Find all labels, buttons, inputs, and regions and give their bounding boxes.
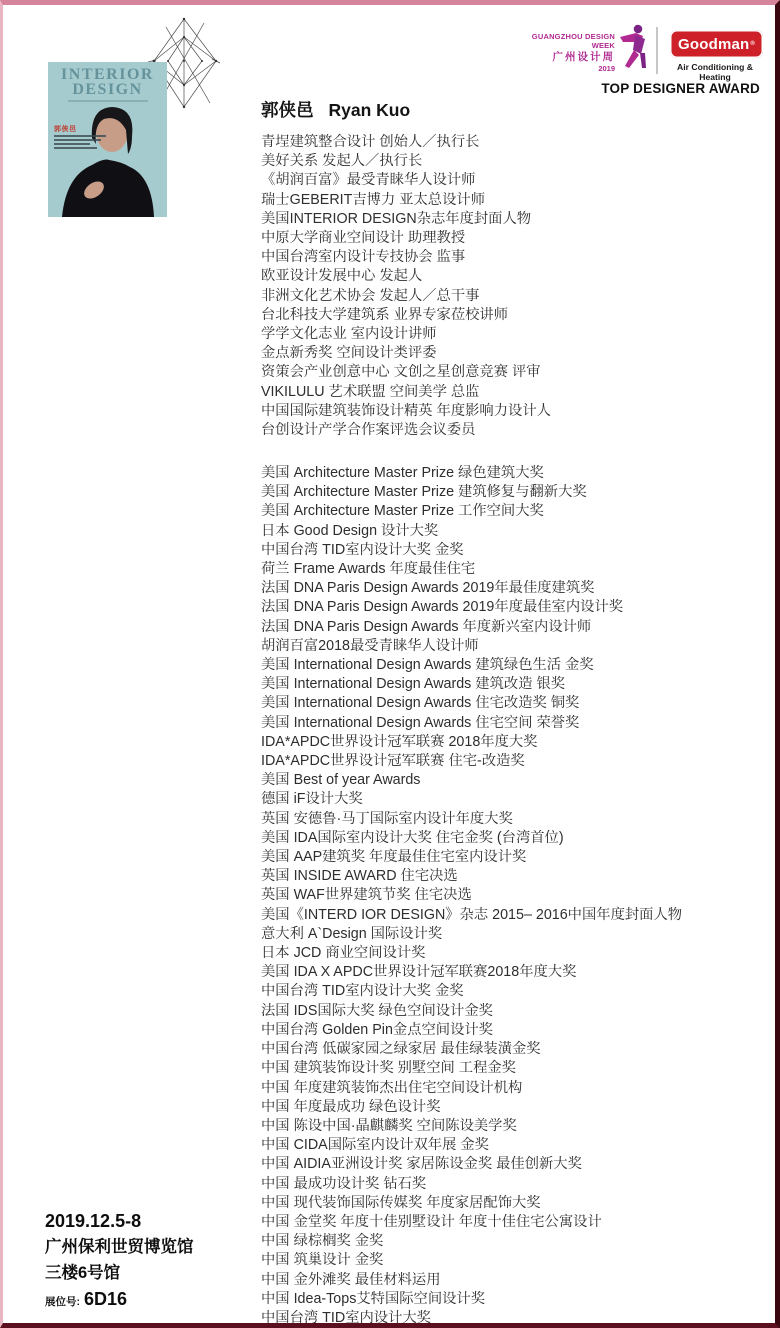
award-line: 法国 DNA Paris Design Awards 2019年最佳度建筑奖: [261, 580, 595, 597]
award-line: 法国 DNA Paris Design Awards 年度新兴室内设计师: [261, 618, 592, 635]
award-line: 英国 安德鲁·马丁国际室内设计年度大奖: [261, 810, 513, 827]
goodman-brand: Goodman: [677, 35, 750, 53]
award-line: 美国 Best of year Awards: [261, 772, 421, 789]
magazine-cover: [48, 62, 167, 217]
title-line: 非洲文化艺术协会 发起人／总干事: [261, 287, 480, 304]
gdw-name-cn: 广州设计周: [552, 51, 615, 63]
designer-name-cn: 郭侠邑: [261, 100, 314, 120]
award-line: 美国 IDA国际室内设计大奖 住宅金奖 (台湾首位): [261, 829, 564, 846]
award-line: 中国 最成功设计奖 钻石奖: [261, 1175, 427, 1192]
award-line: 美国 AAP建筑奖 年度最佳住宅室内设计奖: [261, 849, 527, 866]
award-line: 中国 绿棕榈奖 金奖: [261, 1233, 384, 1250]
award-line: 日本 JCD 商业空间设计奖: [261, 945, 426, 962]
title-line: 台创设计产学合作案评选会议委员: [261, 422, 476, 439]
award-line: IDA*APDC世界设计冠军联赛 住宅-改造奖: [261, 753, 525, 770]
title-line: 瑞士GEBERIT吉博力 亚太总设计师: [261, 191, 485, 208]
booth-number: 6D16: [84, 1289, 128, 1309]
event-booth: [45, 1286, 194, 1315]
award-line: 德国 iF设计大奖: [261, 791, 363, 808]
award-line: 中国台湾 Golden Pin金点空间设计奖: [261, 1021, 493, 1038]
award-line: 胡润百富2018最受青睐华人设计师: [261, 637, 479, 654]
event-dates: 2019.12.5-8: [45, 1211, 142, 1231]
gdw-name-en: GUANGZHOU DESIGN WEEK: [531, 32, 615, 50]
header-divider: [656, 27, 658, 74]
gdw-year: 2019: [598, 64, 615, 73]
registered-mark: ®: [750, 41, 756, 47]
gdw-runner-icon: [619, 24, 649, 70]
awards-list: [261, 464, 682, 1328]
title-line: 台北科技大学建筑系 业界专家莅校讲师: [261, 306, 509, 323]
award-line: 美国 International Design Awards 住宅改造奖 铜奖: [261, 695, 580, 712]
title-line: 《胡润百富》最受青睐华人设计师: [261, 172, 476, 189]
award-line: 意大利 A`Design 国际设计奖: [261, 925, 443, 942]
award-line: 中国 筑巢设计 金奖: [261, 1252, 384, 1269]
title-line: 学学文化志业 室内设计讲师: [261, 326, 437, 343]
award-line: 中国 年度最成功 绿色设计奖: [261, 1098, 441, 1115]
award-line: 日本 Good Design 设计大奖: [261, 522, 439, 539]
award-line: 美国 IDA X APDC世界设计冠军联赛2018年度大奖: [261, 964, 577, 981]
designer-name-en: Ryan Kuo: [328, 100, 411, 120]
award-line: 中国 现代装饰国际传媒奖 年度家居配饰大奖: [261, 1194, 541, 1211]
award-line: 中国台湾 低碳家园之绿家居 最佳绿装潢金奖: [261, 1041, 541, 1058]
title-line: 美国INTERIOR DESIGN杂志年度封面人物: [261, 210, 532, 227]
titles-list: [261, 133, 551, 440]
title-line: 中国台湾室内设计专技协会 监事: [261, 249, 466, 266]
magazine-title: INTERIOR DESIGN: [61, 66, 154, 98]
gdw-logo-text: [515, 32, 615, 73]
award-line: IDA*APDC世界设计冠军联赛 2018年度大奖: [261, 733, 538, 750]
title-line: 资策会产业创意中心 文创之星创意竞赛 评审: [261, 364, 541, 381]
award-line: 中国 年度建筑装饰杰出住宅空间设计机构: [261, 1079, 523, 1096]
award-line: 中国台湾 TID室内设计大奖 金奖: [261, 541, 464, 558]
designer-name: [261, 97, 410, 122]
award-line: 中国 金外滩奖 最佳材料运用: [261, 1271, 441, 1288]
award-line: 中国台湾 TID室内设计大奖 金奖: [261, 983, 464, 1000]
award-line: 中国 AIDIA亚洲设计奖 家居陈设金奖 最佳创新大奖: [261, 1156, 582, 1173]
award-line: 荷兰 Frame Awards 年度最佳住宅: [261, 561, 476, 578]
event-hall: 三楼6号馆: [45, 1264, 121, 1282]
award-line: 美国 International Design Awards 建筑绿色生活 金奖: [261, 657, 594, 674]
cover-portrait: [48, 102, 167, 217]
goodman-logo: [670, 30, 763, 58]
title-line: 中国国际建筑装饰设计精英 年度影响力设计人: [261, 402, 551, 419]
goodman-tagline: Air Conditioning & Heating: [677, 62, 753, 82]
award-title: TOP DESIGNER AWARD: [601, 81, 760, 96]
award-line: 法国 IDS国际大奖 绿色空间设计金奖: [261, 1002, 493, 1019]
award-line: 美国《INTERD IOR DESIGN》杂志 2015– 2016中国年度封面人物: [261, 906, 683, 923]
award-line: 中国台湾 TID室内设计大奖: [261, 1309, 431, 1326]
award-line: 中国 CIDA国际室内设计双年展 金奖: [261, 1137, 489, 1154]
award-line: 中国 陈设中国·晶麒麟奖 空间陈设美学奖: [261, 1117, 517, 1134]
booth-label: 展位号:: [45, 1296, 80, 1308]
event-venue: 广州保利世贸博览馆: [45, 1238, 194, 1256]
award-line: 中国 Idea-Tops艾特国际空间设计奖: [261, 1290, 486, 1307]
title-line: 美好关系 发起人／执行长: [261, 153, 423, 170]
award-line: 美国 International Design Awards 建筑改造 银奖: [261, 676, 566, 693]
award-line: 美国 International Design Awards 住宅空间 荣誉奖: [261, 714, 580, 731]
title-line: 欧亚设计发展中心 发起人: [261, 268, 423, 285]
cover-fineprint: [54, 135, 106, 151]
event-info: [45, 1208, 194, 1315]
award-line: 中国 建筑装饰设计奖 别墅空间 工程金奖: [261, 1060, 516, 1077]
award-line: 英国 WAF世界建筑节奖 住宅决选: [261, 887, 472, 904]
award-line: 中国 金堂奖 年度十佳别墅设计 年度十佳住宅公寓设计: [261, 1213, 602, 1230]
award-line: 法国 DNA Paris Design Awards 2019年度最佳室内设计奖: [261, 599, 624, 616]
title-line: VIKILULU 艺术联盟 空间美学 总监: [261, 383, 480, 400]
award-line: 美国 Architecture Master Prize 工作空间大奖: [261, 503, 544, 520]
award-line: 美国 Architecture Master Prize 绿色建筑大奖: [261, 465, 544, 481]
title-line: 金点新秀奖 空间设计类评委: [261, 345, 437, 362]
title-line: 青埕建筑整合设计 创始人／执行长: [261, 134, 480, 150]
title-line: 中原大学商业空间设计 助理教授: [261, 230, 466, 247]
award-line: 英国 INSIDE AWARD 住宅决选: [261, 868, 458, 885]
award-line: 美国 Architecture Master Prize 建筑修复与翻新大奖: [261, 484, 587, 501]
cover-designer-name: 郭俠邑: [54, 126, 77, 133]
